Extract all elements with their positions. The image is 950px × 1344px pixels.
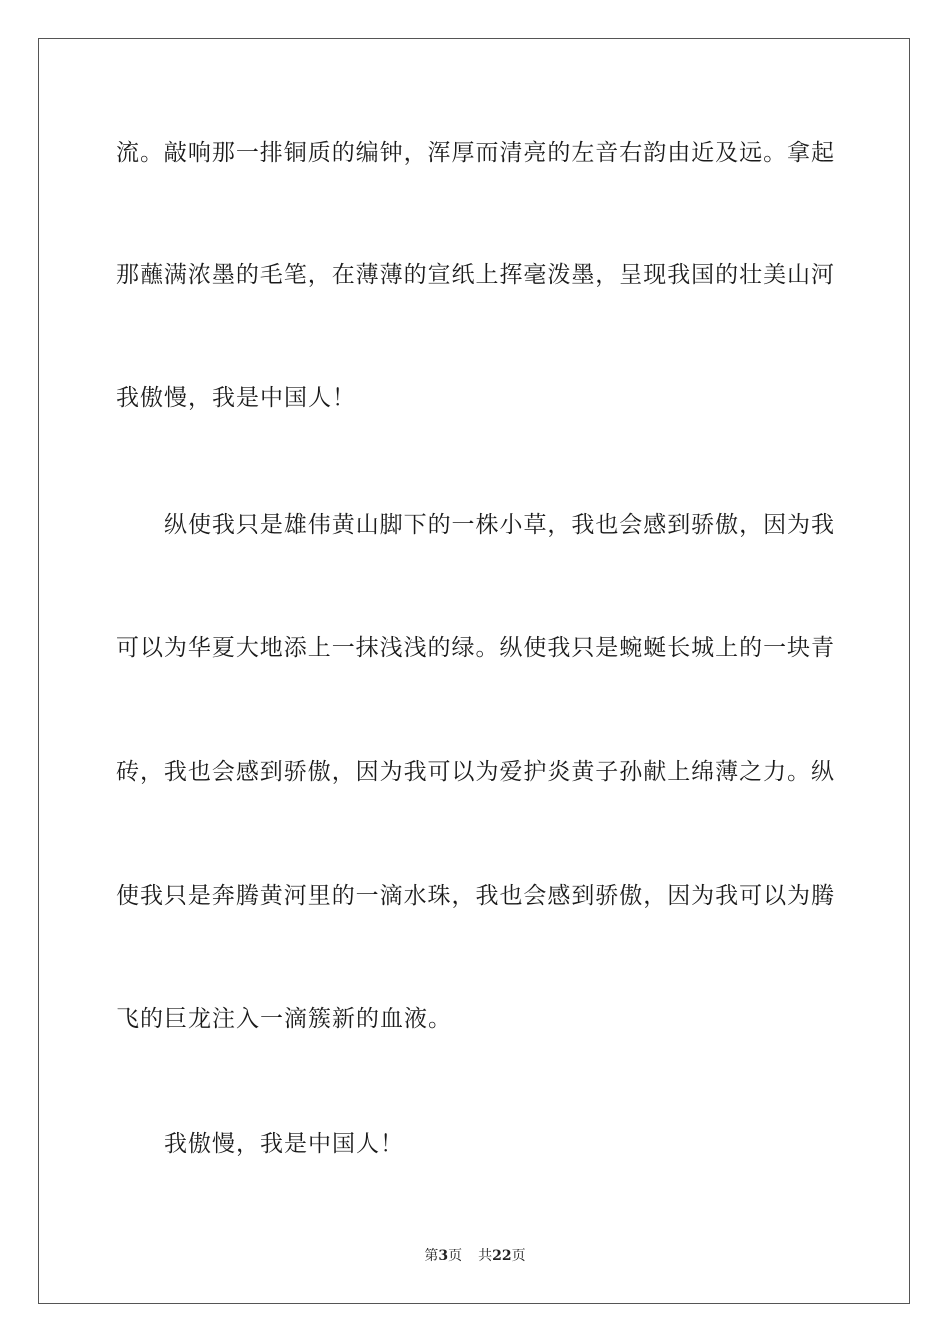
total-suffix: 页 — [511, 1248, 526, 1264]
page-prefix: 第 — [424, 1248, 439, 1264]
body-text-line-8: 飞的巨龙注入一滴簇新的血液。 — [116, 1006, 452, 1032]
body-text-line-9: 我傲慢，我是中国人！ — [164, 1131, 404, 1157]
body-text-line-5: 可以为华夏大地添上一抹浅浅的绿。纵使我只是蜿蜒长城上的一块青 — [116, 635, 834, 661]
body-text-line-2: 那蘸满浓墨的毛笔，在薄薄的宣纸上挥毫泼墨，呈现我国的壮美山河 — [116, 262, 834, 288]
page-suffix: 页 — [448, 1248, 463, 1264]
body-text-line-7: 使我只是奔腾黄河里的一滴水珠，我也会感到骄傲，因为我可以为腾 — [116, 883, 834, 909]
page-border — [38, 38, 910, 1304]
body-text-line-1: 流。敲响那一排铜质的编钟，浑厚而清亮的左音右韵由近及远。拿起 — [116, 140, 834, 166]
total-prefix: 共 — [478, 1248, 493, 1264]
body-text-line-4: 纵使我只是雄伟黄山脚下的一株小草，我也会感到骄傲，因为我 — [164, 512, 834, 538]
body-text-line-6: 砖，我也会感到骄傲，因为我可以为爱护炎黄子孙献上绵薄之力。纵 — [116, 759, 834, 785]
total-pages: 22 — [492, 1248, 512, 1264]
page-number: 3 — [438, 1248, 449, 1264]
page-footer — [0, 1246, 950, 1266]
body-text-line-3: 我傲慢，我是中国人！ — [116, 385, 356, 411]
